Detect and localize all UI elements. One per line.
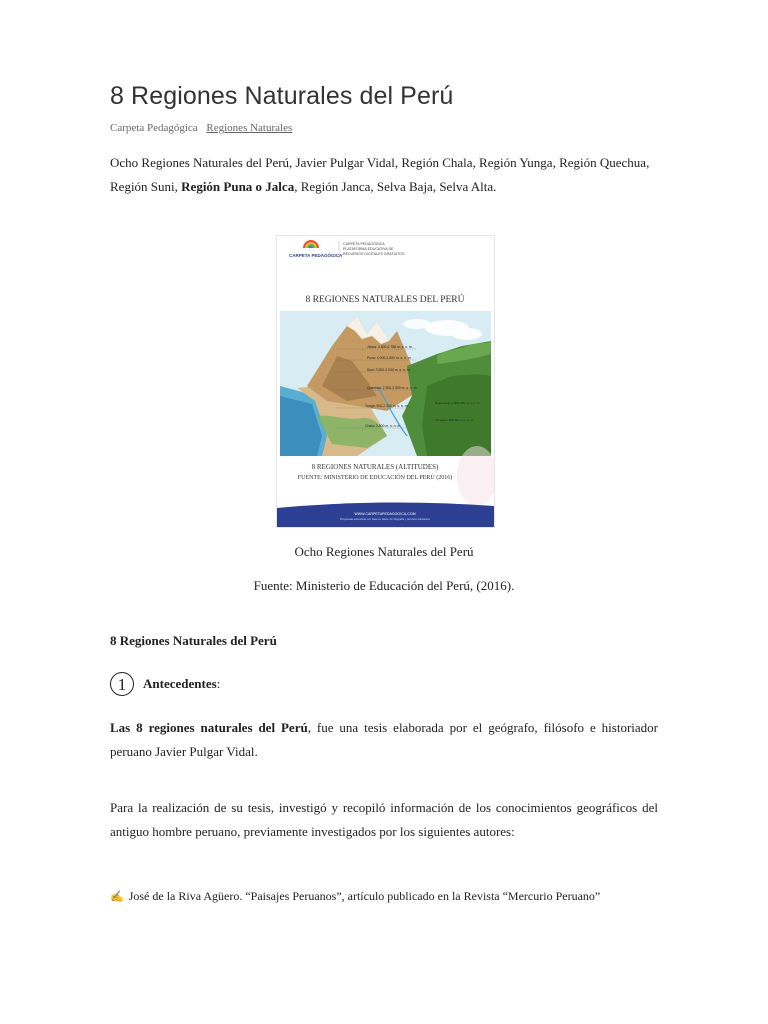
antecedentes-colon: : xyxy=(216,676,221,691)
intro-paragraph xyxy=(110,151,658,199)
label-omagua: Omagua: 400-80 m. s. n. m. xyxy=(435,418,474,422)
writing-hand-icon: ✍ xyxy=(110,891,124,903)
bullet-text: José de la Riva Agüero. “Paisajes Peruanos”, artículo publicado en la Revista “Mercurio Peruano” xyxy=(128,889,601,903)
header-line-3: RECURSOS DIGITALES GRATUITOS xyxy=(343,252,405,256)
numbered-circle-icon: 1 xyxy=(110,672,134,696)
intro-text-1: Ocho Regiones Naturales del Perú, Javier Pulgar Vidal, Región Chala, Región Yunga, Región Quechua, Región Suni, xyxy=(110,155,650,194)
page-title: 8 Regiones Naturales del Perú xyxy=(110,82,454,110)
infographic-source: FUENTE: MINISTERIO DE EDUCACIÓN DEL PERÚ (2016) xyxy=(297,475,453,481)
footer-note: Propuestas educativas con base en datos, de infografía y recursos educativos xyxy=(340,518,430,521)
breadcrumb xyxy=(110,122,292,134)
label-suni: Suni: 3 500-4 000 m. s. n. m. xyxy=(367,368,411,372)
label-chala: Chala: 0-500 m. s. n. m. xyxy=(365,424,402,428)
bullet-item xyxy=(110,889,600,904)
landscape-illustration xyxy=(280,311,491,456)
tesis-bold: Las 8 regiones naturales del Perú xyxy=(110,720,308,735)
footer-url: WWW.CARPETAPEDAGOGICA.COM xyxy=(354,512,416,516)
infographic-heading: 8 REGIONES NATURALES DEL PERÚ xyxy=(305,295,465,305)
paragraph-tesis xyxy=(110,716,658,764)
breadcrumb-site: Carpeta Pedagógica xyxy=(110,122,198,134)
section-heading: 8 Regiones Naturales del Perú xyxy=(110,633,277,648)
header-line-2: PLATAFORMA EDUCATIVA DE xyxy=(343,247,394,251)
infographic-svg xyxy=(277,236,494,527)
header-line-1: CARPETA PEDAGÓGICA xyxy=(343,242,385,246)
regions-infographic xyxy=(276,235,495,528)
figure-source-caption: Fuente: Ministerio de Educación del Perú, (2016). xyxy=(253,578,515,593)
paragraph-investigacion: Para la realización de su tesis, investigó y recopiló información de los conocimientos geográficos del antiguo hombre peruano, previamente investigados por los siguientes autores: xyxy=(110,800,658,839)
logo-text: CARPETA PEDAGÓGICA xyxy=(289,253,343,258)
antecedentes-label: Antecedentes xyxy=(143,676,217,691)
label-rupa-rupa: Rupa rupa: 1 000-400 m. s. n. m. xyxy=(435,401,481,405)
infographic-subtitle: 8 REGIONES NATURALES (ALTITUDES) xyxy=(311,463,439,471)
label-puna: Puna: 4 000-4 800 m. s. n. m. xyxy=(367,356,412,360)
breadcrumb-category-link[interactable]: Regiones Naturales xyxy=(206,122,293,134)
label-janca: Janca: 4 800-6 768 m. s. n. m. xyxy=(367,345,413,349)
intro-bold: Región Puna o Jalca xyxy=(181,179,295,194)
tesis-text: , fue una tesis elaborada por el geógrafo, filósofo e historiador peruano Javier Pulgar Vidal. xyxy=(110,720,658,759)
label-quechua: Quechua: 2 300-3 500 m. s. n. m. xyxy=(367,386,418,390)
intro-text-2: , Región Janca, Selva Baja, Selva Alta. xyxy=(294,179,497,194)
figure-caption: Ocho Regiones Naturales del Perú xyxy=(294,544,474,559)
antecedentes-heading xyxy=(110,672,220,696)
label-yunga: Yunga: 500-2 300 m. s. n. m. xyxy=(365,404,409,408)
